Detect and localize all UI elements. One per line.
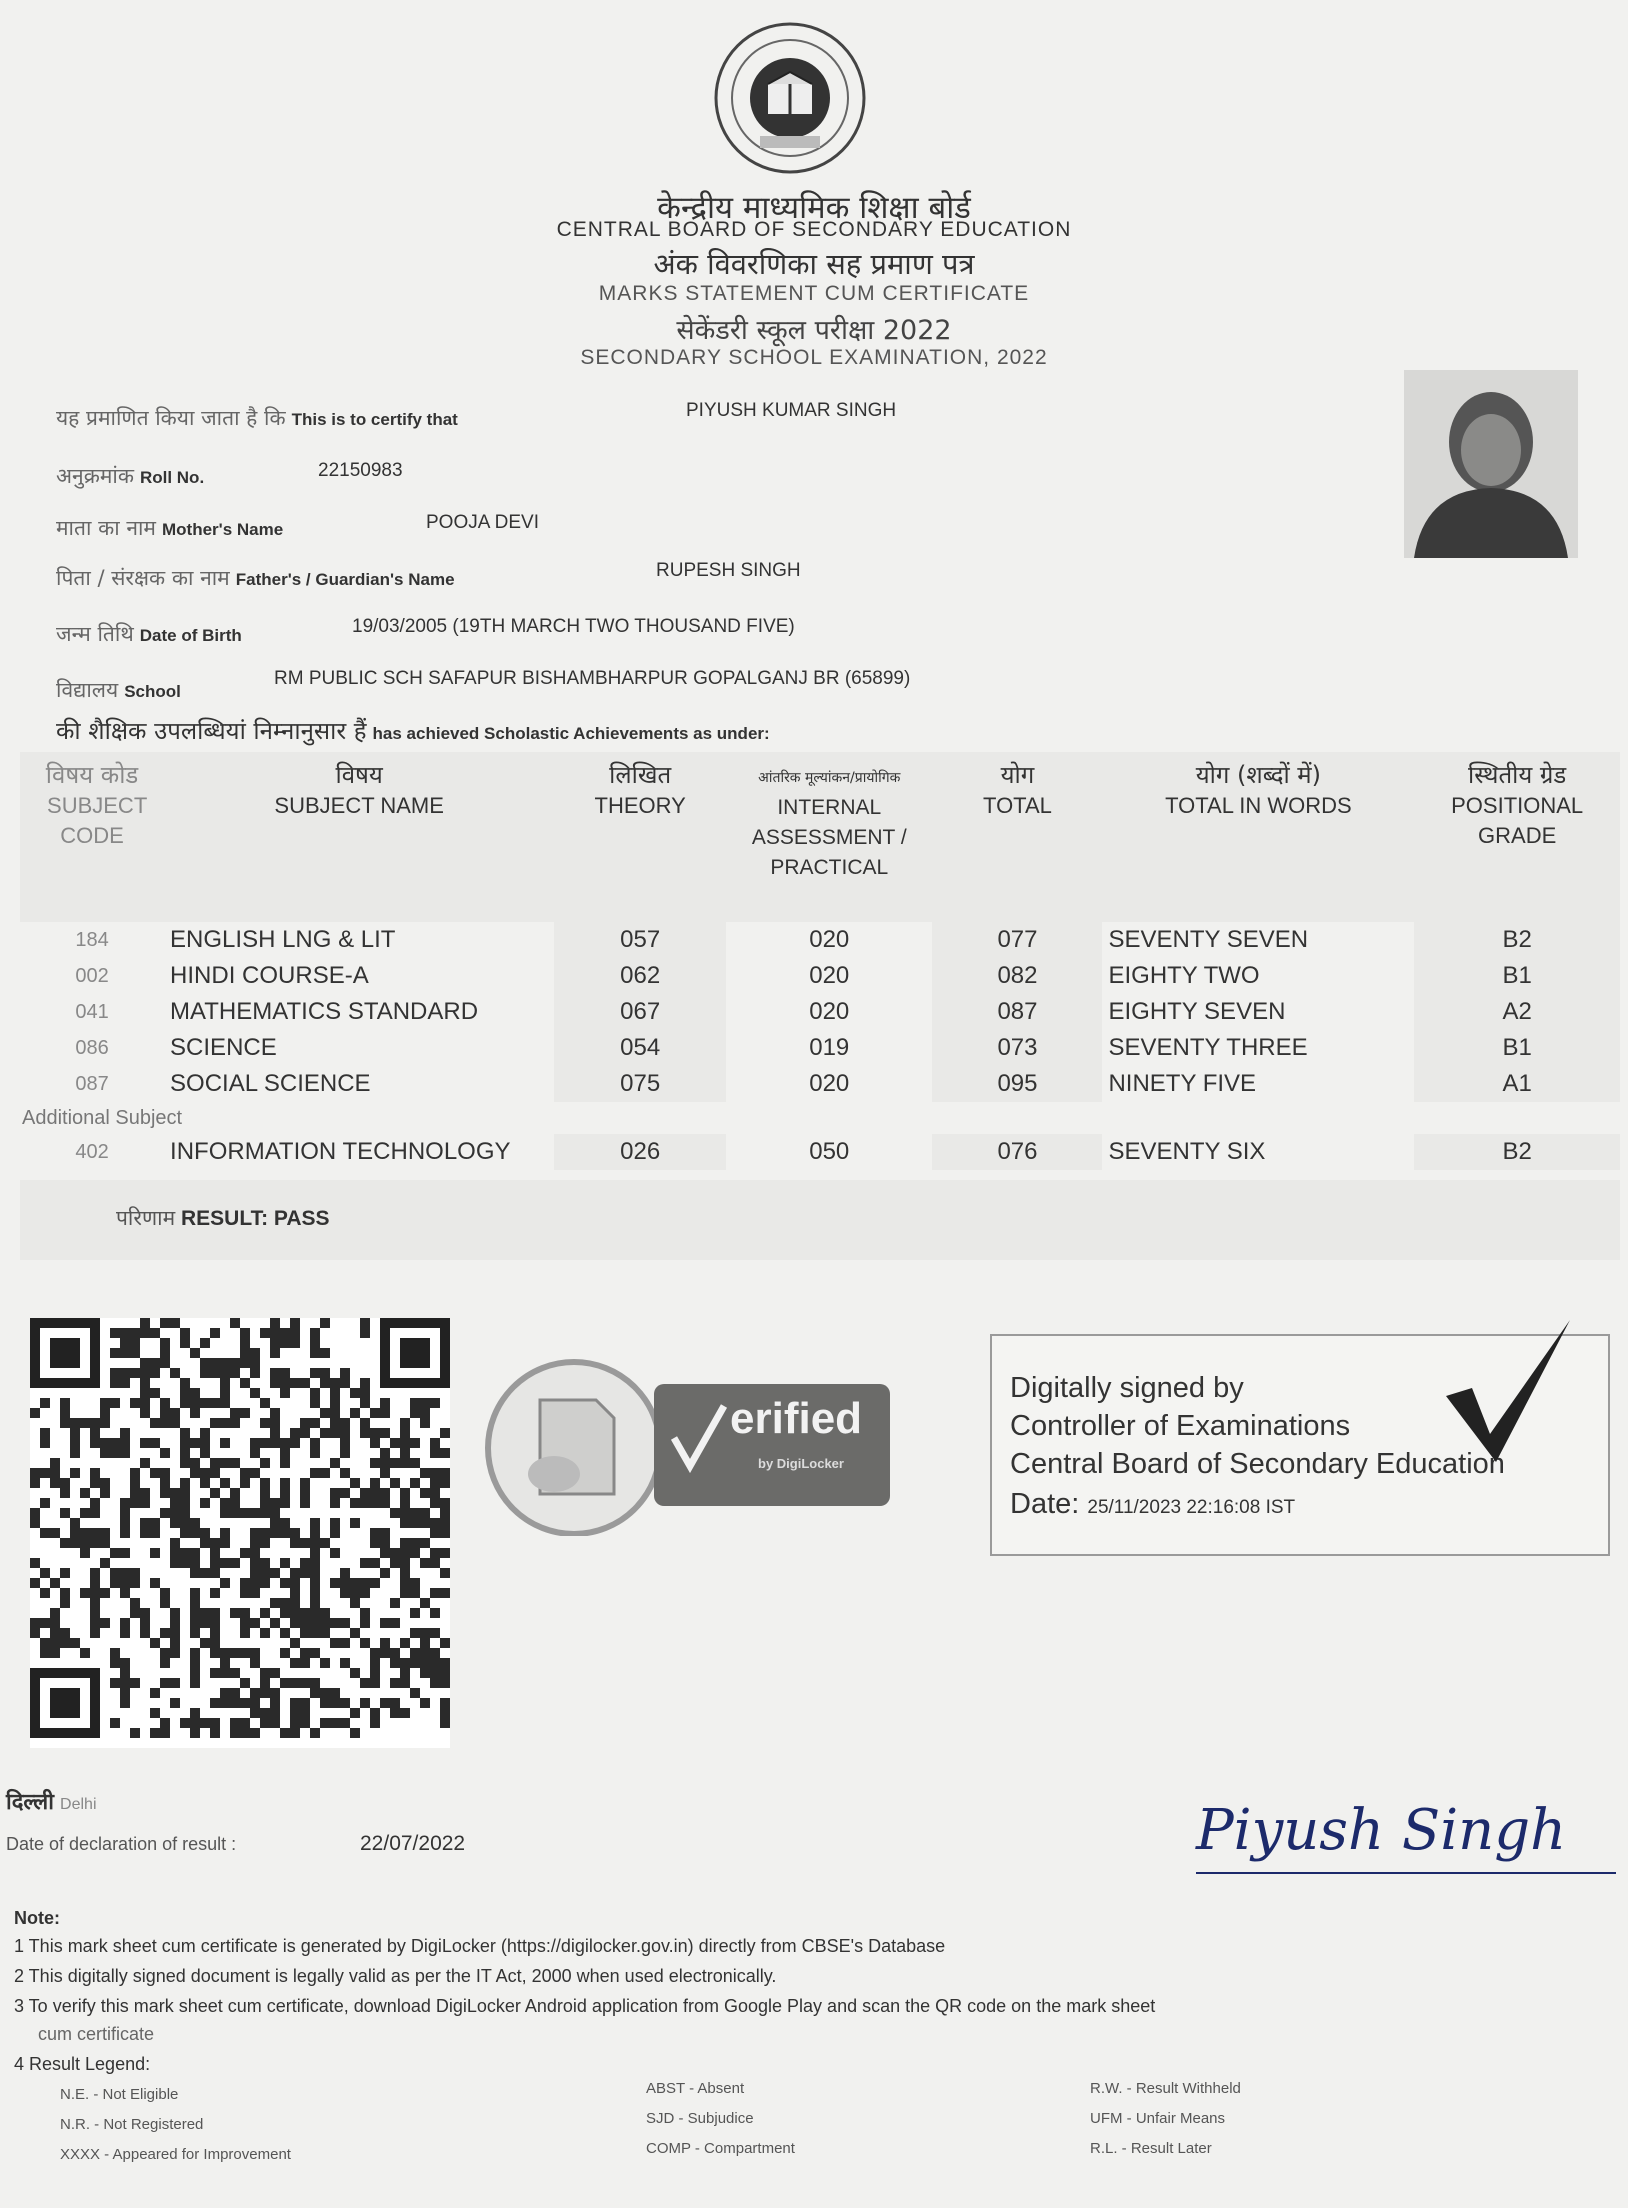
school-name: RM PUBLIC SCH SAFAPUR BISHAMBHARPUR GOPALGANJ BR (65899): [274, 668, 911, 689]
cbse-emblem: [712, 20, 868, 176]
table-row: 086 SCIENCE 054 019 073 SEVENTY THREE B1: [20, 1030, 1620, 1066]
place: दिल्ली Delhi: [6, 1790, 97, 1815]
student-name: PIYUSH KUMAR SINGH: [686, 400, 897, 421]
col-total-in-words: योग (शब्दों में) TOTAL IN WORDS: [1165, 761, 1352, 818]
exam-title-english: SECONDARY SCHOOL EXAMINATION, 2022: [580, 346, 1048, 369]
additional-subject-label: Additional Subject: [22, 1106, 183, 1129]
board-name-english: CENTRAL BOARD OF SECONDARY EDUCATION: [556, 218, 1072, 241]
note-item: 4 Result Legend:: [14, 2054, 151, 2074]
mother-name: POOJA DEVI: [426, 512, 539, 533]
legend-item: ABST - Absent: [646, 2080, 745, 2097]
signer-organization: Central Board of Secondary Education: [1010, 1448, 1505, 1480]
verified-by-digilocker-badge: [478, 1356, 894, 1536]
school-field: विद्यालय School RM PUBLIC SCH SAFAPUR BISHAMBHARPUR GOPALGANJ BR (65899): [56, 668, 911, 702]
col-subject-code: विषय कोड SUBJECT CODE: [45, 761, 148, 848]
tick-icon: [1438, 1316, 1578, 1466]
exam-title-hindi: सेकेंडरी स्कूल परीक्षा 2022: [676, 315, 952, 346]
father-name-field: पिता / संरक्षक का नाम Father's / Guardian's Name RUPESH SINGH: [56, 560, 801, 590]
document-title-english: MARKS STATEMENT CUM CERTIFICATE: [598, 282, 1030, 305]
achievements-line: की शैक्षिक उपलब्धियां निम्नानुसार हैं has achieved Scholastic Achievements as under:: [56, 717, 770, 745]
legend-item: N.R. - Not Registered: [60, 2116, 204, 2133]
signature-date: Date: 25/11/2023 22:16:08 IST: [1010, 1488, 1296, 1520]
declaration-date-label: Date of declaration of result :: [6, 1834, 237, 1854]
legend-item: N.E. - Not Eligible: [60, 2086, 179, 2103]
digilocker-text: by DigiLocker: [758, 1456, 844, 1471]
certify-line: यह प्रमाणित किया जाता है कि This is to certify that PIYUSH KUMAR SINGH: [56, 400, 897, 430]
digital-signature-box: [990, 1334, 1610, 1556]
result-status: परिणाम RESULT: PASS: [116, 1206, 330, 1230]
document-title-hindi: अंक विवरणिका सह प्रमाण पत्र: [653, 247, 975, 281]
notes-title: Note:: [14, 1908, 60, 1928]
declaration-date: 22/07/2022: [360, 1832, 466, 1855]
note-item: 2 This digitally signed document is legally valid as per the IT Act, 2000 when used electronically.: [14, 1966, 777, 1986]
col-subject-name: विषय SUBJECT NAME: [274, 761, 444, 818]
marks-table: [20, 752, 1620, 1170]
verified-text: erified: [730, 1394, 863, 1443]
table-row: 087 SOCIAL SCIENCE 075 020 095 NINETY FIVE A1: [20, 1066, 1620, 1102]
table-row: 002 HINDI COURSE-A 062 020 082 EIGHTY TWO B1: [20, 958, 1620, 994]
legend-item: COMP - Compartment: [646, 2140, 795, 2157]
col-positional-grade: स्थितीय ग्रेड POSITIONAL GRADE: [1451, 761, 1584, 848]
roll-number-field: अनुक्रमांक Roll No. 22150983: [56, 460, 403, 488]
signature-underline: [1196, 1872, 1616, 1874]
board-name-hindi: केन्द्रीय माध्यमिक शिक्षा बोर्ड: [657, 190, 971, 226]
legend-item: R.L. - Result Later: [1090, 2140, 1212, 2157]
col-total: योग TOTAL: [983, 761, 1052, 818]
date-of-birth: 19/03/2005 (19TH MARCH TWO THOUSAND FIVE): [352, 616, 795, 637]
legend-item: R.W. - Result Withheld: [1090, 2080, 1241, 2097]
note-item: 1 This mark sheet cum certificate is generated by DigiLocker (https://digilocker.gov.in) directly from CBSE's Database: [14, 1936, 946, 1956]
verification-qr-code[interactable]: [30, 1318, 450, 1748]
signer-title: Controller of Examinations: [1010, 1410, 1351, 1442]
col-theory: लिखित THEORY: [594, 761, 686, 818]
handwritten-signature: Piyush Singh: [1196, 1798, 1567, 1863]
col-internal: आंतरिक मूल्यांकन/प्रायोगिक INTERNAL ASSESSMENT / PRACTICAL: [751, 770, 907, 879]
mother-name-field: माता का नाम Mother's Name POOJA DEVI: [56, 512, 539, 540]
legend-item: XXXX - Appeared for Improvement: [60, 2146, 291, 2163]
table-row: 402 INFORMATION TECHNOLOGY 026 050 076 SEVENTY SIX B2: [20, 1134, 1620, 1170]
legend-item: SJD - Subjudice: [646, 2110, 754, 2127]
signed-by-line: Digitally signed by: [1010, 1372, 1244, 1404]
table-row: 041 MATHEMATICS STANDARD 067 020 087 EIGHTY SEVEN A2: [20, 994, 1620, 1030]
father-name: RUPESH SINGH: [656, 560, 801, 581]
legend-item: UFM - Unfair Means: [1090, 2110, 1226, 2127]
note-item: cum certificate: [38, 2024, 155, 2044]
table-row: 184 ENGLISH LNG & LIT 057 020 077 SEVENTY SEVEN B2: [20, 922, 1620, 958]
dob-field: जन्म तिथि Date of Birth 19/03/2005 (19TH MARCH TWO THOUSAND FIVE): [56, 616, 795, 646]
additional-subject-label-row: [20, 1102, 1620, 1134]
student-photo: [1404, 370, 1578, 558]
roll-number: 22150983: [318, 460, 403, 481]
note-item: 3 To verify this mark sheet cum certificate, download DigiLocker Android application from Google Play and scan the QR code on the mark sheet: [14, 1996, 1156, 2016]
